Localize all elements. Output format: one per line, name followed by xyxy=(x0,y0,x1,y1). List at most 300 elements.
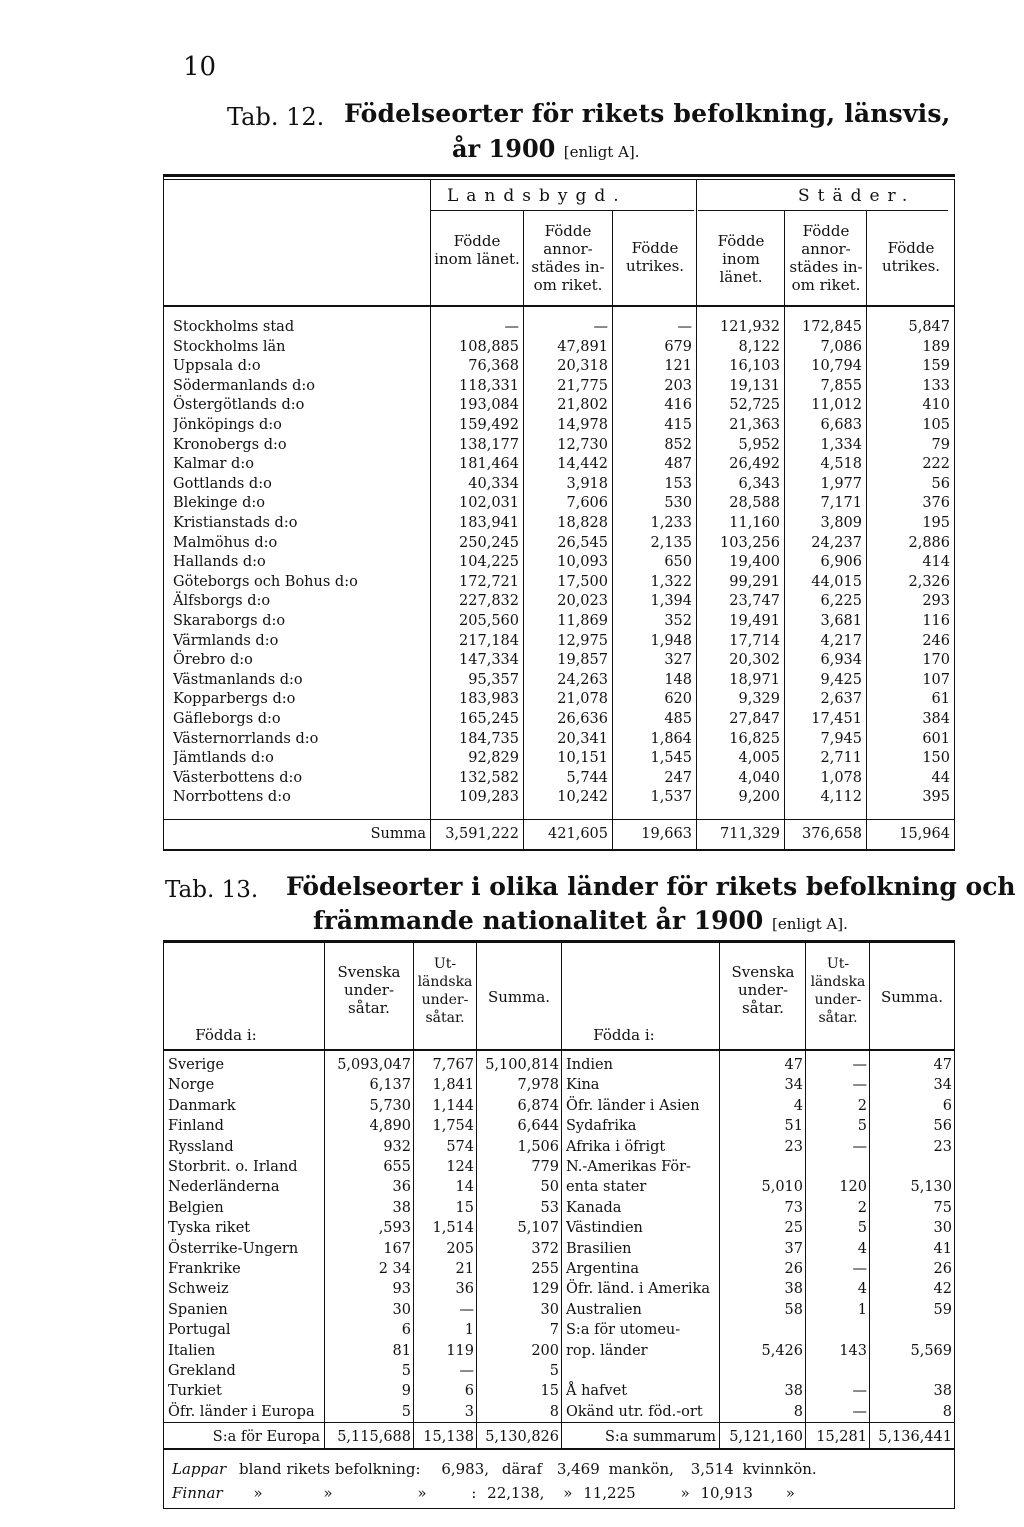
summa-label: Summa xyxy=(370,826,426,842)
tab13-label: Tab. 13. xyxy=(165,877,259,903)
cell-value: 40,334 xyxy=(468,476,519,492)
col-header-utlandska-left: Ut-ländska under-såtar. xyxy=(417,956,473,1026)
cell-value: 20,341 xyxy=(557,731,608,747)
county-name: Malmöhus d:o xyxy=(173,535,278,551)
cell-value: 852 xyxy=(664,437,692,453)
region-name: Australien xyxy=(566,1302,642,1318)
cell-value: 5 xyxy=(857,1118,867,1134)
summa-value: 19,663 xyxy=(641,826,692,842)
cell-value: 150 xyxy=(922,750,950,766)
summarum-value: 5,136,441 xyxy=(878,1429,952,1445)
cell-value: 37 xyxy=(784,1241,803,1257)
cell-value: 9,425 xyxy=(820,672,862,688)
cell-value: 19,400 xyxy=(729,554,780,570)
county-name: Älfsborgs d:o xyxy=(173,593,271,609)
cell-value: — xyxy=(852,1139,867,1155)
cell-value: 8,122 xyxy=(738,339,780,355)
cell-value: 38 xyxy=(784,1383,803,1399)
cell-value: 601 xyxy=(922,731,950,747)
country-name: Nederländerna xyxy=(168,1179,280,1195)
cell-value: 1,545 xyxy=(650,750,692,766)
europe-sum-value: 5,115,688 xyxy=(337,1429,411,1445)
cell-value: — xyxy=(852,1261,867,1277)
country-name: Österrike-Ungern xyxy=(168,1241,299,1257)
cell-value: 11,160 xyxy=(729,515,780,531)
cell-value: 172,721 xyxy=(459,574,519,590)
cell-value: 217,184 xyxy=(459,633,519,649)
cell-value: 4,040 xyxy=(738,770,780,786)
cell-value: 227,832 xyxy=(459,593,519,609)
country-name: Danmark xyxy=(168,1098,236,1114)
cell-value: 5,130 xyxy=(910,1179,952,1195)
cell-value: 3 xyxy=(464,1404,474,1420)
cell-value: 26,636 xyxy=(557,711,608,727)
cell-value: 34 xyxy=(784,1077,803,1093)
cell-value: 1,864 xyxy=(650,731,692,747)
cell-value: 21,775 xyxy=(557,378,608,394)
lappar-women: 3,514 xyxy=(690,1460,734,1478)
country-name: Spanien xyxy=(168,1302,228,1318)
county-name: Gäfleborgs d:o xyxy=(173,711,281,727)
cell-value: 38 xyxy=(392,1200,411,1216)
cell-value: 109,283 xyxy=(459,789,519,805)
cell-value: 118,331 xyxy=(459,378,519,394)
cell-value: — xyxy=(459,1363,474,1379)
cell-value: 26,545 xyxy=(557,535,608,551)
lappar-mankon: mankön, xyxy=(608,1460,674,1478)
cell-value: 99,291 xyxy=(729,574,780,590)
cell-value: 159,492 xyxy=(459,417,519,433)
cell-value: 92,829 xyxy=(468,750,519,766)
lappar-men: 3,469 xyxy=(556,1460,600,1478)
cell-value: 9,200 xyxy=(738,789,780,805)
finnar-men: 11,225 xyxy=(583,1484,636,1502)
cell-value: 6,906 xyxy=(820,554,862,570)
region-name: Västindien xyxy=(566,1220,643,1236)
cell-value: 222 xyxy=(922,456,950,472)
cell-value: 6,225 xyxy=(820,593,862,609)
region-name: Brasilien xyxy=(566,1241,632,1257)
cell-value: 56 xyxy=(931,476,950,492)
county-name: Skaraborgs d:o xyxy=(173,613,286,629)
cell-value: 20,302 xyxy=(729,652,780,668)
cell-value: ,593 xyxy=(378,1220,411,1236)
cell-value: 5,569 xyxy=(910,1343,952,1359)
region-name: Kanada xyxy=(566,1200,622,1216)
cell-value: — xyxy=(593,319,608,335)
cell-value: 7 xyxy=(549,1322,559,1338)
cell-value: 165,245 xyxy=(459,711,519,727)
cell-value: 120 xyxy=(839,1179,867,1195)
cell-value: — xyxy=(852,1404,867,1420)
cell-value: 147,334 xyxy=(459,652,519,668)
country-name: Portugal xyxy=(168,1322,231,1338)
cell-value: 9 xyxy=(401,1383,411,1399)
cell-value: 56 xyxy=(933,1118,952,1134)
ditto-mark: » xyxy=(417,1484,427,1502)
cell-value: 52,725 xyxy=(729,397,780,413)
cell-value: 5 xyxy=(549,1363,559,1379)
cell-value: 246 xyxy=(922,633,950,649)
cell-value: 12,730 xyxy=(557,437,608,453)
cell-value: 5 xyxy=(857,1220,867,1236)
summa-value: 15,964 xyxy=(899,826,950,842)
cell-value: 2,135 xyxy=(650,535,692,551)
cell-value: 3,918 xyxy=(566,476,608,492)
cell-value: 102,031 xyxy=(459,495,519,511)
tab13-subtitle xyxy=(313,906,848,935)
page-number: 10 xyxy=(183,52,217,82)
summa-value: 421,605 xyxy=(548,826,608,842)
cell-value: 485 xyxy=(664,711,692,727)
cell-value: 116 xyxy=(922,613,950,629)
cell-value: 17,451 xyxy=(811,711,862,727)
tab12-subtitle-year: år 1900 xyxy=(452,134,556,163)
cell-value: 4 xyxy=(793,1098,803,1114)
region-name: Argentina xyxy=(566,1261,640,1277)
cell-value: 107 xyxy=(922,672,950,688)
cell-value: 44 xyxy=(931,770,950,786)
cell-value: 20,318 xyxy=(557,358,608,374)
cell-value: 26 xyxy=(784,1261,803,1277)
region-name: N.-Amerikas För- xyxy=(566,1159,691,1175)
cell-value: 1,948 xyxy=(650,633,692,649)
cell-value: 61 xyxy=(931,691,950,707)
cell-value: 170 xyxy=(922,652,950,668)
finnar-women: 10,913 xyxy=(700,1484,753,1502)
cell-value: 2 34 xyxy=(378,1261,411,1277)
cell-value: 779 xyxy=(531,1159,559,1175)
region-name: rop. länder xyxy=(566,1343,648,1359)
cell-value: 10,242 xyxy=(557,789,608,805)
region-name: Å hafvet xyxy=(566,1383,628,1399)
cell-value: 530 xyxy=(664,495,692,511)
cell-value: 14,442 xyxy=(557,456,608,472)
cell-value: 6,874 xyxy=(517,1098,559,1114)
cell-value: 5,730 xyxy=(369,1098,411,1114)
summarum-value: 15,281 xyxy=(816,1429,867,1445)
cell-value: 8 xyxy=(942,1404,952,1420)
finnar-line: Finnar » » » : 22,138, » 11,225 » 10,913 » xyxy=(172,1484,795,1502)
cell-value: 10,151 xyxy=(557,750,608,766)
cell-value: 205 xyxy=(446,1241,474,1257)
lappar-text: bland rikets befolkning: xyxy=(239,1460,421,1478)
cell-value: 5,847 xyxy=(908,319,950,335)
col-header-summa-right: Summa. xyxy=(880,988,944,1006)
cell-value: — xyxy=(852,1057,867,1073)
col-header-summa-left: Summa. xyxy=(487,988,551,1006)
cell-value: 1,977 xyxy=(820,476,862,492)
cell-value: 4,890 xyxy=(369,1118,411,1134)
county-name: Stockholms län xyxy=(173,339,286,355)
cell-value: 44,015 xyxy=(811,574,862,590)
country-name: Norge xyxy=(168,1077,215,1093)
cell-value: 76,368 xyxy=(468,358,519,374)
col-header-utlandska-right: Ut-ländska under-såtar. xyxy=(810,956,866,1026)
cell-value: 193,084 xyxy=(459,397,519,413)
cell-value: 1,322 xyxy=(650,574,692,590)
cell-value: 21,802 xyxy=(557,397,608,413)
cell-value: — xyxy=(852,1383,867,1399)
cell-value: 7,945 xyxy=(820,731,862,747)
cell-value: 148 xyxy=(664,672,692,688)
county-name: Kalmar d:o xyxy=(173,456,254,472)
summa-value: 711,329 xyxy=(720,826,780,842)
col-header-utrikes-stader: Födde utrikes. xyxy=(881,239,941,275)
county-name: Gottlands d:o xyxy=(173,476,272,492)
cell-value: 5,952 xyxy=(738,437,780,453)
cell-value: 181,464 xyxy=(459,456,519,472)
cell-value: 104,225 xyxy=(459,554,519,570)
cell-value: 23,747 xyxy=(729,593,780,609)
cell-value: 6,683 xyxy=(820,417,862,433)
cell-value: 30 xyxy=(933,1220,952,1236)
county-name: Hallands d:o xyxy=(173,554,266,570)
summarum-label: S:a summarum xyxy=(604,1429,716,1445)
cell-value: 5,010 xyxy=(761,1179,803,1195)
cell-value: 11,869 xyxy=(557,613,608,629)
cell-value: 47 xyxy=(784,1057,803,1073)
cell-value: 655 xyxy=(383,1159,411,1175)
cell-value: 9,329 xyxy=(738,691,780,707)
cell-value: 133 xyxy=(922,378,950,394)
cell-value: 8 xyxy=(549,1404,559,1420)
cell-value: 5,744 xyxy=(566,770,608,786)
cell-value: 1,841 xyxy=(432,1077,474,1093)
cell-value: 679 xyxy=(664,339,692,355)
cell-value: 38 xyxy=(784,1281,803,1297)
cell-value: 16,825 xyxy=(729,731,780,747)
cell-value: 415 xyxy=(664,417,692,433)
tab12-subtitle-note: [enligt A]. xyxy=(563,143,640,161)
cell-value: 5,093,047 xyxy=(337,1057,411,1073)
country-name: Tyska riket xyxy=(168,1220,251,1236)
cell-value: 129 xyxy=(531,1281,559,1297)
cell-value: 183,983 xyxy=(459,691,519,707)
cell-value: 203 xyxy=(664,378,692,394)
cell-value: 14 xyxy=(455,1179,474,1195)
cell-value: 7,978 xyxy=(517,1077,559,1093)
cell-value: 205,560 xyxy=(459,613,519,629)
cell-value: 6 xyxy=(464,1383,474,1399)
cell-value: 12,975 xyxy=(557,633,608,649)
cell-value: 2 xyxy=(857,1098,867,1114)
cell-value: 20,023 xyxy=(557,593,608,609)
region-name: Okänd utr. föd.-ort xyxy=(566,1404,703,1420)
country-name: Sverige xyxy=(168,1057,225,1073)
cell-value: 132,582 xyxy=(459,770,519,786)
cell-value: 172,845 xyxy=(802,319,862,335)
cell-value: 1,334 xyxy=(820,437,862,453)
cell-value: 1,537 xyxy=(650,789,692,805)
cell-value: 47 xyxy=(933,1057,952,1073)
ditto-mark: » xyxy=(785,1484,795,1502)
summarum-value: 5,121,160 xyxy=(729,1429,803,1445)
cell-value: 6 xyxy=(942,1098,952,1114)
country-name: Storbrit. o. Irland xyxy=(168,1159,298,1175)
cell-value: 10,093 xyxy=(557,554,608,570)
cell-value: 6,137 xyxy=(369,1077,411,1093)
cell-value: 30 xyxy=(540,1302,559,1318)
county-name: Jämtlands d:o xyxy=(173,750,274,766)
ditto-mark: » xyxy=(253,1484,263,1502)
cell-value: 200 xyxy=(531,1343,559,1359)
county-name: Västmanlands d:o xyxy=(173,672,303,688)
cell-value: 620 xyxy=(664,691,692,707)
county-name: Kristianstads d:o xyxy=(173,515,298,531)
cell-value: 4,112 xyxy=(820,789,862,805)
county-name: Stockholms stad xyxy=(173,319,295,335)
finnar-total: 22,138, xyxy=(487,1484,545,1502)
tab12-label: Tab. 12. xyxy=(227,103,325,131)
cell-value: 19,131 xyxy=(729,378,780,394)
cell-value: 51 xyxy=(784,1118,803,1134)
cell-value: 2,886 xyxy=(908,535,950,551)
country-name: Grekland xyxy=(168,1363,236,1379)
cell-value: 36 xyxy=(392,1179,411,1195)
cell-value: 108,885 xyxy=(459,339,519,355)
cell-value: 7,171 xyxy=(820,495,862,511)
cell-value: 47,891 xyxy=(557,339,608,355)
lappar-line xyxy=(172,1460,817,1478)
county-name: Norrbottens d:o xyxy=(173,789,291,805)
cell-value: 119 xyxy=(446,1343,474,1359)
cell-value: — xyxy=(852,1077,867,1093)
cell-value: 250,245 xyxy=(459,535,519,551)
cell-value: 1,078 xyxy=(820,770,862,786)
col-header-fodda-left: Födda i: xyxy=(195,1026,257,1044)
cell-value: 17,714 xyxy=(729,633,780,649)
cell-value: 352 xyxy=(664,613,692,629)
county-name: Värmlands d:o xyxy=(173,633,279,649)
cell-value: 159 xyxy=(922,358,950,374)
county-name: Västernorrlands d:o xyxy=(173,731,319,747)
lappar-total: 6,983, xyxy=(441,1460,490,1478)
country-name: Schweiz xyxy=(168,1281,229,1297)
cell-value: 1,754 xyxy=(432,1118,474,1134)
tab12-title: Födelseorter för rikets befolkning, länsvis, xyxy=(344,99,951,128)
cell-value: 195 xyxy=(922,515,950,531)
cell-value: 1,394 xyxy=(650,593,692,609)
cell-value: 75 xyxy=(933,1200,952,1216)
county-name: Örebro d:o xyxy=(173,652,253,668)
cell-value: 1,233 xyxy=(650,515,692,531)
cell-value: 10,794 xyxy=(811,358,862,374)
cell-value: 5,426 xyxy=(761,1343,803,1359)
country-name: Finland xyxy=(168,1118,224,1134)
col-header-annorstades-landsbygd: Födde annor-städes in-om riket. xyxy=(531,222,605,294)
cell-value: 19,857 xyxy=(557,652,608,668)
region-name: Öfr. länd. i Amerika xyxy=(566,1281,710,1297)
cell-value: 574 xyxy=(446,1139,474,1155)
country-name: Italien xyxy=(168,1343,216,1359)
cell-value: 1 xyxy=(857,1302,867,1318)
county-name: Kopparbergs d:o xyxy=(173,691,296,707)
group-stader: Städer. xyxy=(798,186,916,206)
cell-value: 4,518 xyxy=(820,456,862,472)
lappar-darav: däraf xyxy=(501,1460,543,1478)
cell-value: — xyxy=(677,319,692,335)
europe-sum-label: S:a för Europa xyxy=(212,1429,320,1445)
cell-value: 2,637 xyxy=(820,691,862,707)
cell-value: 25 xyxy=(784,1220,803,1236)
county-name: Uppsala d:o xyxy=(173,358,261,374)
cell-value: 7,606 xyxy=(566,495,608,511)
cell-value: 21,363 xyxy=(729,417,780,433)
cell-value: 395 xyxy=(922,789,950,805)
europe-sum-value: 15,138 xyxy=(423,1429,474,1445)
cell-value: 189 xyxy=(922,339,950,355)
cell-value: 2 xyxy=(857,1200,867,1216)
summa-value: 3,591,222 xyxy=(445,826,519,842)
cell-value: — xyxy=(459,1302,474,1318)
cell-value: 30 xyxy=(392,1302,411,1318)
cell-value: 1,506 xyxy=(517,1139,559,1155)
col-header-fodda-right: Födda i: xyxy=(593,1026,655,1044)
tab13-title: Födelseorter i olika länder för rikets befolkning och xyxy=(286,872,1016,901)
cell-value: 1 xyxy=(464,1322,474,1338)
col-header-svenska-left: Svenska under-såtar. xyxy=(337,963,401,1017)
country-name: Belgien xyxy=(168,1200,224,1216)
region-name: enta stater xyxy=(566,1179,647,1195)
cell-value: 184,735 xyxy=(459,731,519,747)
cell-value: 2,326 xyxy=(908,574,950,590)
cell-value: 15 xyxy=(455,1200,474,1216)
county-name: Västerbottens d:o xyxy=(173,770,303,786)
cell-value: 36 xyxy=(455,1281,474,1297)
cell-value: 24,263 xyxy=(557,672,608,688)
country-name: Frankrike xyxy=(168,1261,241,1277)
county-name: Göteborgs och Bohus d:o xyxy=(173,574,358,590)
cell-value: 34 xyxy=(933,1077,952,1093)
cell-value: 4,005 xyxy=(738,750,780,766)
cell-value: 59 xyxy=(933,1302,952,1318)
cell-value: 247 xyxy=(664,770,692,786)
cell-value: 26 xyxy=(933,1261,952,1277)
ditto-mark: » xyxy=(680,1484,690,1502)
cell-value: 293 xyxy=(922,593,950,609)
cell-value: 183,941 xyxy=(459,515,519,531)
cell-value: 384 xyxy=(922,711,950,727)
cell-value: 38 xyxy=(933,1383,952,1399)
cell-value: 6 xyxy=(401,1322,411,1338)
lappar-label: Lappar xyxy=(172,1460,227,1478)
cell-value: 255 xyxy=(531,1261,559,1277)
cell-value: 327 xyxy=(664,652,692,668)
cell-value: 5,100,814 xyxy=(485,1057,559,1073)
cell-value: 58 xyxy=(784,1302,803,1318)
cell-value: 23 xyxy=(933,1139,952,1155)
group-landsbygd: Landsbygd. xyxy=(447,186,627,206)
cell-value: 14,978 xyxy=(557,417,608,433)
cell-value: 18,971 xyxy=(729,672,780,688)
cell-value: 138,177 xyxy=(459,437,519,453)
region-name: Afrika i öfrigt xyxy=(566,1139,666,1155)
cell-value: 153 xyxy=(664,476,692,492)
col-header-inom-lanet-stader: Födde inom länet. xyxy=(717,232,765,286)
cell-value: 26,492 xyxy=(729,456,780,472)
cell-value: 416 xyxy=(664,397,692,413)
county-name: Blekinge d:o xyxy=(173,495,266,511)
cell-value: 5,107 xyxy=(517,1220,559,1236)
cell-value: — xyxy=(504,319,519,335)
col-header-svenska-right: Svenska under-såtar. xyxy=(731,963,795,1017)
cell-value: 19,491 xyxy=(729,613,780,629)
region-name: Öfr. länder i Asien xyxy=(566,1098,700,1114)
cell-value: 28,588 xyxy=(729,495,780,511)
cell-value: 1,144 xyxy=(432,1098,474,1114)
cell-value: 6,644 xyxy=(517,1118,559,1134)
